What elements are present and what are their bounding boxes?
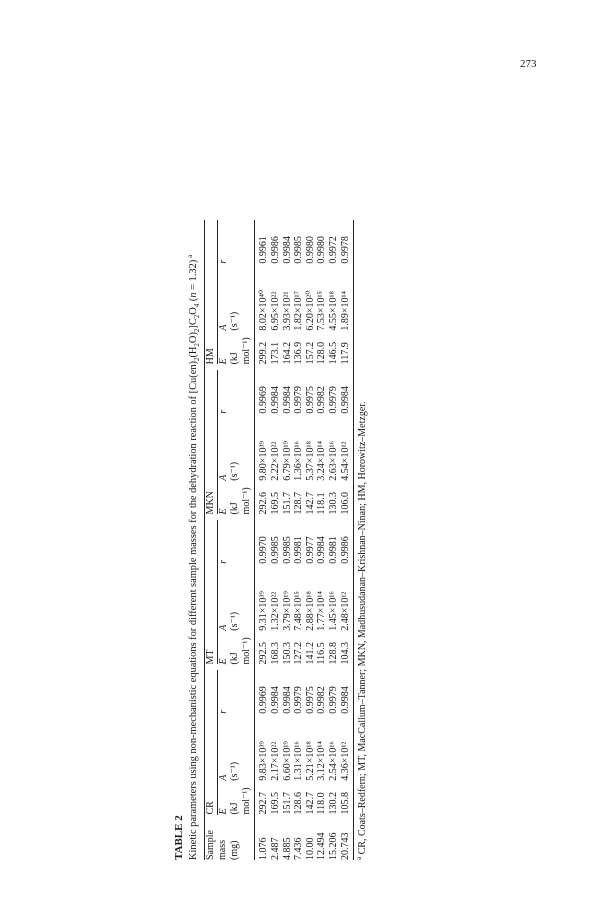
group-header-cr: CR — [205, 670, 218, 814]
hm-e-cell: 164.2 — [281, 341, 293, 365]
cr-r-cell: 0.9984 — [281, 686, 293, 714]
cr-r-cell: 0.9984 — [269, 686, 281, 714]
mt-r-cell: 0.9970 — [258, 536, 270, 564]
hm-e-cell: 146.5 — [327, 341, 339, 365]
mt-e-unit: (kJ — [229, 652, 241, 665]
cr-e-cell: 105.8 — [340, 781, 354, 815]
cr-a-cell: 3.12×10¹⁴ — [316, 741, 328, 781]
hm-a-cell: 8.02×10⁴⁰ — [258, 290, 270, 331]
hm-r-blank — [229, 220, 241, 264]
mkn-a-header: A — [217, 474, 229, 481]
mt-e-cell: 128.8 — [327, 642, 339, 665]
table-footnote: $^a$ CR, Coats–Redfern; MT, MacCallum–Tanner; MKN, Madhusudanan–Krishnan–Ninan; HM, Horowitz–Metzger. — [355, 401, 369, 860]
hm-r-cell: 0.9984 — [281, 236, 293, 264]
mt-e-cell: 150.3 — [281, 642, 293, 665]
sample-mass-cell: 12.494 — [316, 832, 328, 860]
mkn-a-cell: 5.37×10¹⁸ — [304, 441, 316, 481]
mt-a-cell: 2.48×10¹² — [340, 564, 354, 631]
mkn-a-cell: 9.80×10³⁹ — [258, 441, 270, 481]
hm-e-cell: 157.2 — [304, 341, 316, 365]
sample-mass-cell: 20.743 — [340, 820, 354, 860]
mkn-e-unit2: mol⁻¹) — [241, 481, 255, 515]
table-row — [255, 220, 270, 860]
mt-r-cell: 0.9986 — [340, 520, 354, 563]
sample-mass-header: mass — [217, 840, 229, 860]
mt-e-cell: 168.3 — [269, 642, 281, 665]
page-number: 273 — [520, 58, 537, 70]
mkn-e-cell: 130.3 — [327, 491, 339, 515]
mkn-e-header: E — [217, 508, 229, 515]
table-row — [340, 220, 354, 860]
hm-r-cell: 0.9980 — [304, 236, 316, 264]
mt-r-cell: 0.9985 — [281, 536, 293, 564]
hm-a-cell: 1.82×10¹⁷ — [293, 291, 305, 331]
cr-e-cell: 151.7 — [281, 792, 293, 815]
mt-a-blank — [241, 564, 255, 631]
mt-r-cell: 0.9985 — [269, 536, 281, 564]
mkn-e-cell: 292.6 — [258, 491, 270, 515]
mkn-e-unit: (kJ — [229, 502, 241, 515]
cr-a-cell: 2.17×10²² — [269, 741, 281, 781]
mkn-e-cell: 169.5 — [269, 491, 281, 515]
hm-e-cell: 128.0 — [316, 341, 328, 365]
cr-e-unit2: mol⁻¹) — [241, 781, 255, 815]
sample-header: Sample — [205, 820, 218, 860]
sample-mass-cell: 10.00 — [304, 837, 316, 860]
cr-e-cell: 142.7 — [304, 792, 316, 815]
cr-r-cell: 0.9982 — [316, 686, 328, 714]
group-header-mkn: MKN — [205, 370, 218, 514]
hm-a-cell: 6.20×10²⁰ — [304, 290, 316, 331]
hm-r-cell: 0.9972 — [327, 236, 339, 264]
mkn-a-cell: 3.24×10¹⁴ — [316, 441, 328, 481]
table-row — [305, 220, 317, 860]
cr-e-cell: 128.6 — [293, 792, 305, 815]
hm-r-blank2 — [241, 220, 255, 264]
mkn-r-header: r — [217, 409, 229, 414]
hm-a-cell: 3.93×10²¹ — [281, 291, 293, 331]
mt-e-header: E — [217, 658, 229, 665]
cr-r-cell: 0.9984 — [340, 670, 354, 713]
mt-a-cell: 3.79×10¹⁹ — [281, 591, 293, 631]
cr-r-header: r — [217, 709, 229, 714]
cr-e-cell: 130.2 — [327, 792, 339, 815]
sample-unit-header: (mg) — [229, 840, 241, 860]
hm-a-cell: 4.55×10¹⁸ — [327, 291, 339, 331]
mt-e-cell: 127.2 — [293, 642, 305, 665]
hm-a-cell: 1.89×10¹⁴ — [340, 264, 354, 331]
sample-mass-cell: 7.436 — [293, 837, 305, 860]
mkn-a-cell: 2.63×10¹⁶ — [327, 441, 339, 481]
mt-r-cell: 0.9984 — [316, 536, 328, 564]
cr-r-blank2 — [241, 670, 255, 713]
cr-a-blank — [241, 714, 255, 781]
cr-a-cell: 6.60×10¹⁹ — [281, 741, 293, 781]
mt-r-blank2 — [241, 520, 255, 563]
hm-e-cell: 117.9 — [340, 331, 354, 365]
group-header-hm: HM — [205, 220, 218, 364]
mkn-e-cell: 151.7 — [281, 491, 293, 515]
sample-blank — [241, 820, 255, 860]
hm-a-unit: (s⁻¹) — [229, 311, 241, 331]
cr-a-cell: 5.21×10¹⁸ — [304, 741, 316, 781]
cr-e-unit: (kJ — [229, 802, 241, 815]
cr-r-cell: 0.9979 — [327, 686, 339, 714]
mkn-r-cell: 0.9982 — [316, 386, 328, 414]
cr-e-cell: 118.0 — [316, 792, 328, 815]
mkn-r-cell: 0.9969 — [258, 386, 270, 414]
mkn-a-cell: 4.54×10¹² — [340, 414, 354, 481]
mt-e-cell: 116.5 — [316, 642, 328, 665]
hm-a-blank — [241, 264, 255, 331]
mkn-r-cell: 0.9979 — [327, 386, 339, 414]
mkn-a-unit: (s⁻¹) — [229, 461, 241, 481]
mt-r-cell: 0.9981 — [293, 536, 305, 564]
cr-r-cell: 0.9969 — [258, 686, 270, 714]
mkn-a-blank — [241, 414, 255, 481]
mt-r-cell: 0.9977 — [304, 536, 316, 564]
cr-r-cell: 0.9975 — [304, 686, 316, 714]
mkn-e-cell: 128.7 — [293, 491, 305, 515]
mt-a-cell: 7.48×10¹⁵ — [293, 591, 305, 631]
hm-r-cell: 0.9961 — [258, 236, 270, 264]
mkn-e-cell: 106.0 — [340, 481, 354, 515]
hm-e-unit: (kJ — [229, 352, 241, 365]
table-row — [316, 220, 328, 860]
mt-r-header: r — [217, 559, 229, 564]
hm-r-cell: 0.9980 — [316, 236, 328, 264]
mt-e-cell: 292.5 — [258, 642, 270, 665]
cr-e-header: E — [217, 808, 229, 815]
hm-r-cell: 0.9986 — [269, 236, 281, 264]
hm-e-cell: 299.2 — [258, 341, 270, 365]
table-row — [293, 220, 305, 860]
mkn-a-cell: 1.36×10¹⁶ — [293, 441, 305, 481]
mkn-a-cell: 6.79×10¹⁹ — [281, 441, 293, 481]
hm-r-cell: 0.9978 — [340, 220, 354, 264]
table-label: TABLE 2 — [173, 815, 185, 860]
cr-a-cell: 2.54×10¹⁶ — [327, 741, 339, 781]
cr-a-header: A — [217, 774, 229, 781]
mkn-e-cell: 118.1 — [316, 492, 328, 515]
mt-e-cell: 104.3 — [340, 631, 354, 665]
table-row — [270, 220, 282, 860]
mt-r-cell: 0.9981 — [327, 536, 339, 564]
mt-a-unit: (s⁻¹) — [229, 611, 241, 631]
footnote-text: CR, Coats–Redfern; MT, MacCallum–Tanner; MKN, Madhusudanan–Krishnan–Ninan; HM, Horowitz–Metzger. — [357, 401, 369, 855]
table-row — [328, 220, 340, 860]
mkn-r-cell: 0.9984 — [269, 386, 281, 414]
mkn-e-cell: 142.7 — [304, 491, 316, 515]
cr-r-cell: 0.9979 — [293, 686, 305, 714]
mt-a-cell: 1.77×10¹⁴ — [316, 591, 328, 631]
rotated-table-block — [172, 220, 592, 860]
cr-r-blank — [229, 670, 241, 713]
table-row — [282, 220, 294, 860]
sample-mass-cell: 1.076 — [258, 837, 270, 860]
hm-e-cell: 136.9 — [293, 341, 305, 365]
mt-e-cell: 141.2 — [304, 642, 316, 665]
sample-mass-cell: 2.487 — [269, 837, 281, 860]
sample-mass-cell: 15.206 — [327, 832, 339, 860]
hm-a-header: A — [217, 324, 229, 331]
sample-mass-cell: 4.885 — [281, 837, 293, 860]
mkn-r-cell: 0.9984 — [281, 386, 293, 414]
cr-a-cell: 9.83×10³⁹ — [258, 741, 270, 781]
hm-a-cell: 7.53×10¹⁵ — [316, 291, 328, 331]
mkn-r-cell: 0.9975 — [304, 386, 316, 414]
hm-a-cell: 6.95×10²² — [269, 291, 281, 331]
group-header-mt: MT — [205, 520, 218, 664]
mt-a-cell: 1.45×10¹⁶ — [327, 591, 339, 631]
mkn-a-cell: 2.22×10²² — [269, 441, 281, 481]
hm-e-cell: 173.1 — [269, 341, 281, 365]
kinetic-parameters-table — [204, 220, 354, 860]
mt-r-blank — [229, 520, 241, 563]
hm-e-header: E — [217, 358, 229, 365]
hm-r-header: r — [217, 259, 229, 264]
mt-a-cell: 1.32×10²² — [269, 591, 281, 631]
mkn-r-cell: 0.9984 — [340, 370, 354, 413]
mt-a-cell: 2.88×10¹⁸ — [304, 591, 316, 631]
cr-e-cell: 169.5 — [269, 792, 281, 815]
mkn-r-blank — [229, 370, 241, 413]
hm-e-unit2: mol⁻¹) — [241, 331, 255, 365]
mt-e-unit2: mol⁻¹) — [241, 631, 255, 665]
cr-a-cell: 1.31×10¹⁶ — [293, 741, 305, 781]
mt-a-header: A — [217, 624, 229, 631]
table-caption: Kinetic parameters using non-mechanistic equations for different sample masses for the dehydration reaction of $[Cu(en)_2(H_2O)_2]C_2O_4$ (n = 1.32) $^a$ — [186, 254, 202, 860]
mkn-r-cell: 0.9979 — [293, 386, 305, 414]
cr-e-cell: 292.7 — [258, 792, 270, 815]
mt-a-cell: 9.31×10³⁹ — [258, 591, 270, 631]
cr-a-cell: 4.36×10¹² — [340, 714, 354, 781]
mkn-r-blank2 — [241, 370, 255, 413]
hm-r-cell: 0.9985 — [293, 236, 305, 264]
cr-a-unit: (s⁻¹) — [229, 761, 241, 781]
